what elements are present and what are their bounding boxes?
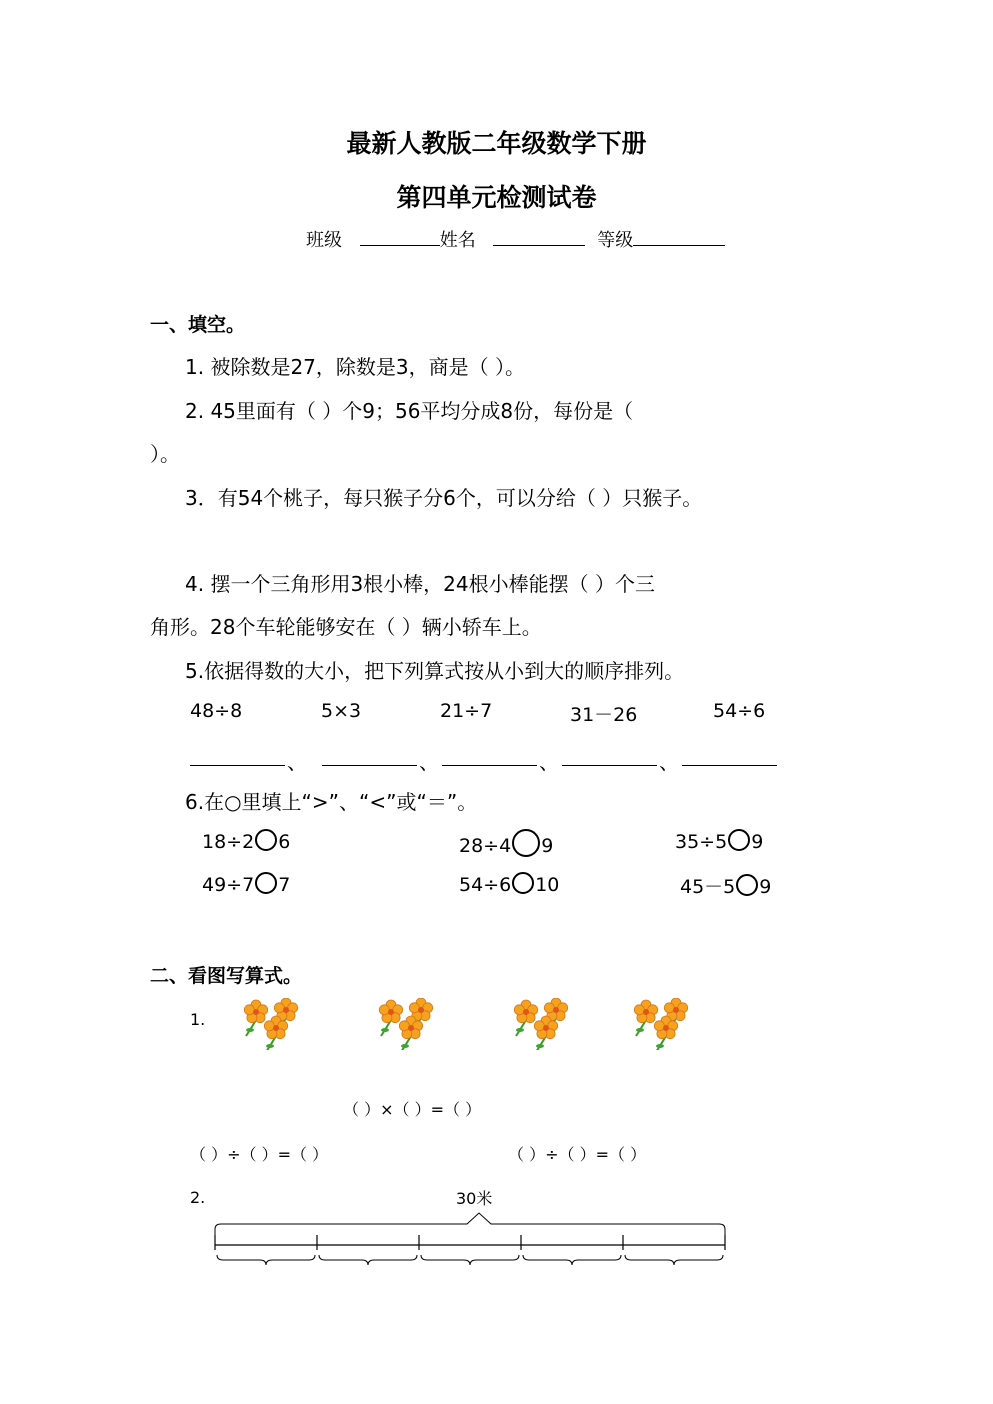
q5-separator: 、: [539, 750, 559, 774]
compare-circle[interactable]: [512, 829, 540, 857]
compare-circle[interactable]: [255, 829, 277, 851]
question-1-3: 3．有54个桃子，每只猴子分6个，可以分给（ ）只猴子。: [185, 486, 703, 510]
compare-left: 45－5: [680, 876, 736, 898]
flower-group-icon: [512, 998, 582, 1050]
compare-right: 6: [278, 831, 291, 853]
class-blank[interactable]: [360, 227, 440, 246]
section-2-heading: 二、看图写算式。: [150, 965, 303, 987]
compare-item: [675, 829, 763, 853]
title-line-1: 最新人教版二年级数学下册: [346, 129, 647, 158]
compare-item: [202, 872, 290, 896]
bottom-brace: [625, 1255, 723, 1265]
name-label: 姓名: [439, 230, 476, 251]
segment-diagram: [205, 1205, 740, 1275]
q5-answer-blank[interactable]: [442, 765, 537, 766]
bottom-brace: [421, 1255, 519, 1265]
title-line-2: 第四单元检测试卷: [396, 183, 597, 212]
formula-multiply: （ ）×（ ）=（ ）: [343, 1100, 482, 1119]
compare-circle[interactable]: [728, 829, 750, 851]
compare-item: [202, 829, 290, 853]
compare-right: 7: [278, 874, 291, 896]
class-label: 班级: [306, 230, 342, 251]
compare-left: 49÷7: [202, 874, 255, 896]
formula-divide-2: （ ）÷（ ）=（ ）: [508, 1145, 647, 1164]
compare-right: 9: [751, 831, 764, 853]
compare-circle[interactable]: [736, 874, 758, 896]
question-1-1: 1. 被除数是27，除数是3，商是（ ）。: [185, 355, 525, 379]
grade-blank[interactable]: [633, 227, 725, 246]
formula-divide-1: （ ）÷（ ）=（ ）: [190, 1145, 329, 1164]
compare-left: 54÷6: [459, 874, 512, 896]
bottom-brace: [319, 1255, 417, 1265]
q5-answer-blank[interactable]: [562, 765, 657, 766]
q5-answer-blank[interactable]: [322, 765, 417, 766]
compare-left: 35÷5: [675, 831, 728, 853]
flower-group-icon: [242, 998, 312, 1050]
name-blank[interactable]: [493, 227, 585, 246]
q5-answer-blank[interactable]: [190, 765, 285, 766]
compare-left: 28÷4: [459, 835, 512, 857]
compare-right: 9: [759, 876, 772, 898]
q5-expression: 21÷7: [440, 700, 493, 722]
q5-separator: 、: [419, 750, 439, 774]
question-1-4-line-b: 角形。28个车轮能够安在（ ）辆小轿车上。: [150, 615, 542, 639]
section-1-heading: 一、填空。: [150, 314, 246, 336]
bottom-brace: [523, 1255, 621, 1265]
student-info-row: [306, 226, 725, 252]
compare-right: 9: [541, 835, 554, 857]
compare-right: 10: [535, 874, 560, 896]
compare-item: [459, 829, 553, 857]
question-1-2-line-b: ）。: [150, 442, 180, 466]
grade-label: 等级: [597, 230, 634, 251]
compare-left: 18÷2: [202, 831, 255, 853]
q5-expression: 31－26: [570, 704, 638, 726]
flower-group-icon: [377, 998, 447, 1050]
top-brace: [215, 1213, 725, 1235]
q5-expression: 5×3: [321, 700, 362, 722]
question-2-1-label: 1.: [190, 1010, 206, 1029]
compare-item: [459, 872, 559, 896]
question-1-4-line-a: 4. 摆一个三角形用3根小棒，24根小棒能摆（ ）个三: [185, 572, 655, 596]
compare-circle[interactable]: [255, 872, 277, 894]
question-1-2-line-a: 2. 45里面有（ ）个9；56平均分成8份，每份是（: [185, 399, 634, 423]
compare-circle[interactable]: [512, 872, 534, 894]
bottom-brace: [217, 1255, 315, 1265]
q5-answer-blank[interactable]: [682, 765, 777, 766]
flower-group-icon: [632, 998, 702, 1050]
q5-separator: 、: [659, 750, 679, 774]
q5-expression: 54÷6: [713, 700, 766, 722]
question-1-6: 6.在○里填上“>”、“<”或“＝”。: [185, 790, 478, 814]
question-2-2-label: 2.: [190, 1188, 206, 1207]
compare-item: [680, 872, 771, 899]
q5-separator: 、: [287, 750, 307, 774]
question-1-5: 5.依据得数的大小，把下列算式按从小到大的顺序排列。: [185, 659, 685, 683]
q5-expression: 48÷8: [190, 700, 243, 722]
length-label: 30米: [456, 1189, 493, 1208]
